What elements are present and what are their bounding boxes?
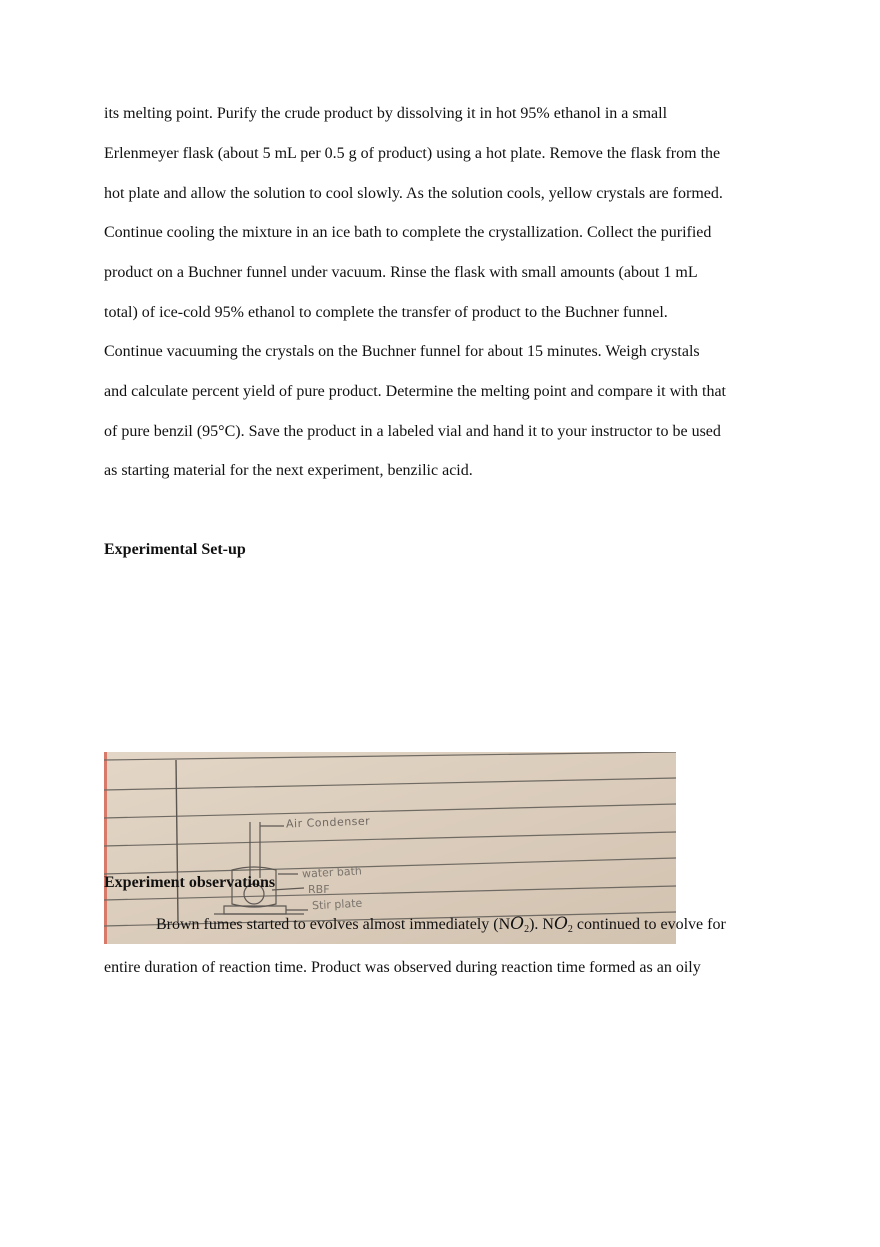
text-line: product on a Buchner funnel under vacuum. Rinse the flask with small amounts (about 1 mL xyxy=(104,264,698,281)
observation-text: continued to evolve for xyxy=(572,916,726,933)
sketch-label-rbf: RBF xyxy=(308,883,330,896)
observation-text: ). N xyxy=(529,916,554,933)
sketch-label-water-bath: water bath xyxy=(301,864,363,881)
oxygen-symbol: O xyxy=(510,914,525,934)
text-line: Continue cooling the mixture in an ice bath to complete the crystallization. Collect the purified xyxy=(104,224,712,241)
setup-heading: Experimental Set-up xyxy=(104,541,246,558)
text-line: Continue vacuuming the crystals on the Buchner funnel for about 15 minutes. Weigh crystals xyxy=(104,343,700,360)
text-line: and calculate percent yield of pure product. Determine the melting point and compare it with that xyxy=(104,383,726,400)
sketch-label-air-condenser: Air Condenser xyxy=(285,814,371,831)
subscript: 2 xyxy=(567,924,573,935)
text-line: as starting material for the next experiment, benzilic acid. xyxy=(104,462,473,479)
observation-line-1 xyxy=(156,914,726,935)
observations-heading: Experiment observations xyxy=(104,874,276,891)
oxygen-symbol: O xyxy=(553,914,568,934)
sketch-label-stir-plate: Stir plate xyxy=(311,896,363,913)
text-line: total) of ice-cold 95% ethanol to complete the transfer of product to the Buchner funnel. xyxy=(104,304,668,321)
subscript: 2 xyxy=(524,924,530,935)
text-line: Erlenmeyer flask (about 5 mL per 0.5 g of product) using a hot plate. Remove the flask from the xyxy=(104,145,721,162)
text-line: hot plate and allow the solution to cool slowly. As the solution cools, yellow crystals are formed. xyxy=(104,185,723,202)
observation-text: Brown fumes started to evolves almost immediately (N xyxy=(156,916,511,933)
observation-line-2: entire duration of reaction time. Product was observed during reaction time formed as an oily xyxy=(104,959,701,976)
text-line: of pure benzil (95°C). Save the product in a labeled vial and hand it to your instructor to be used xyxy=(104,423,721,440)
text-line: its melting point. Purify the crude product by dissolving it in hot 95% ethanol in a small xyxy=(104,105,668,122)
